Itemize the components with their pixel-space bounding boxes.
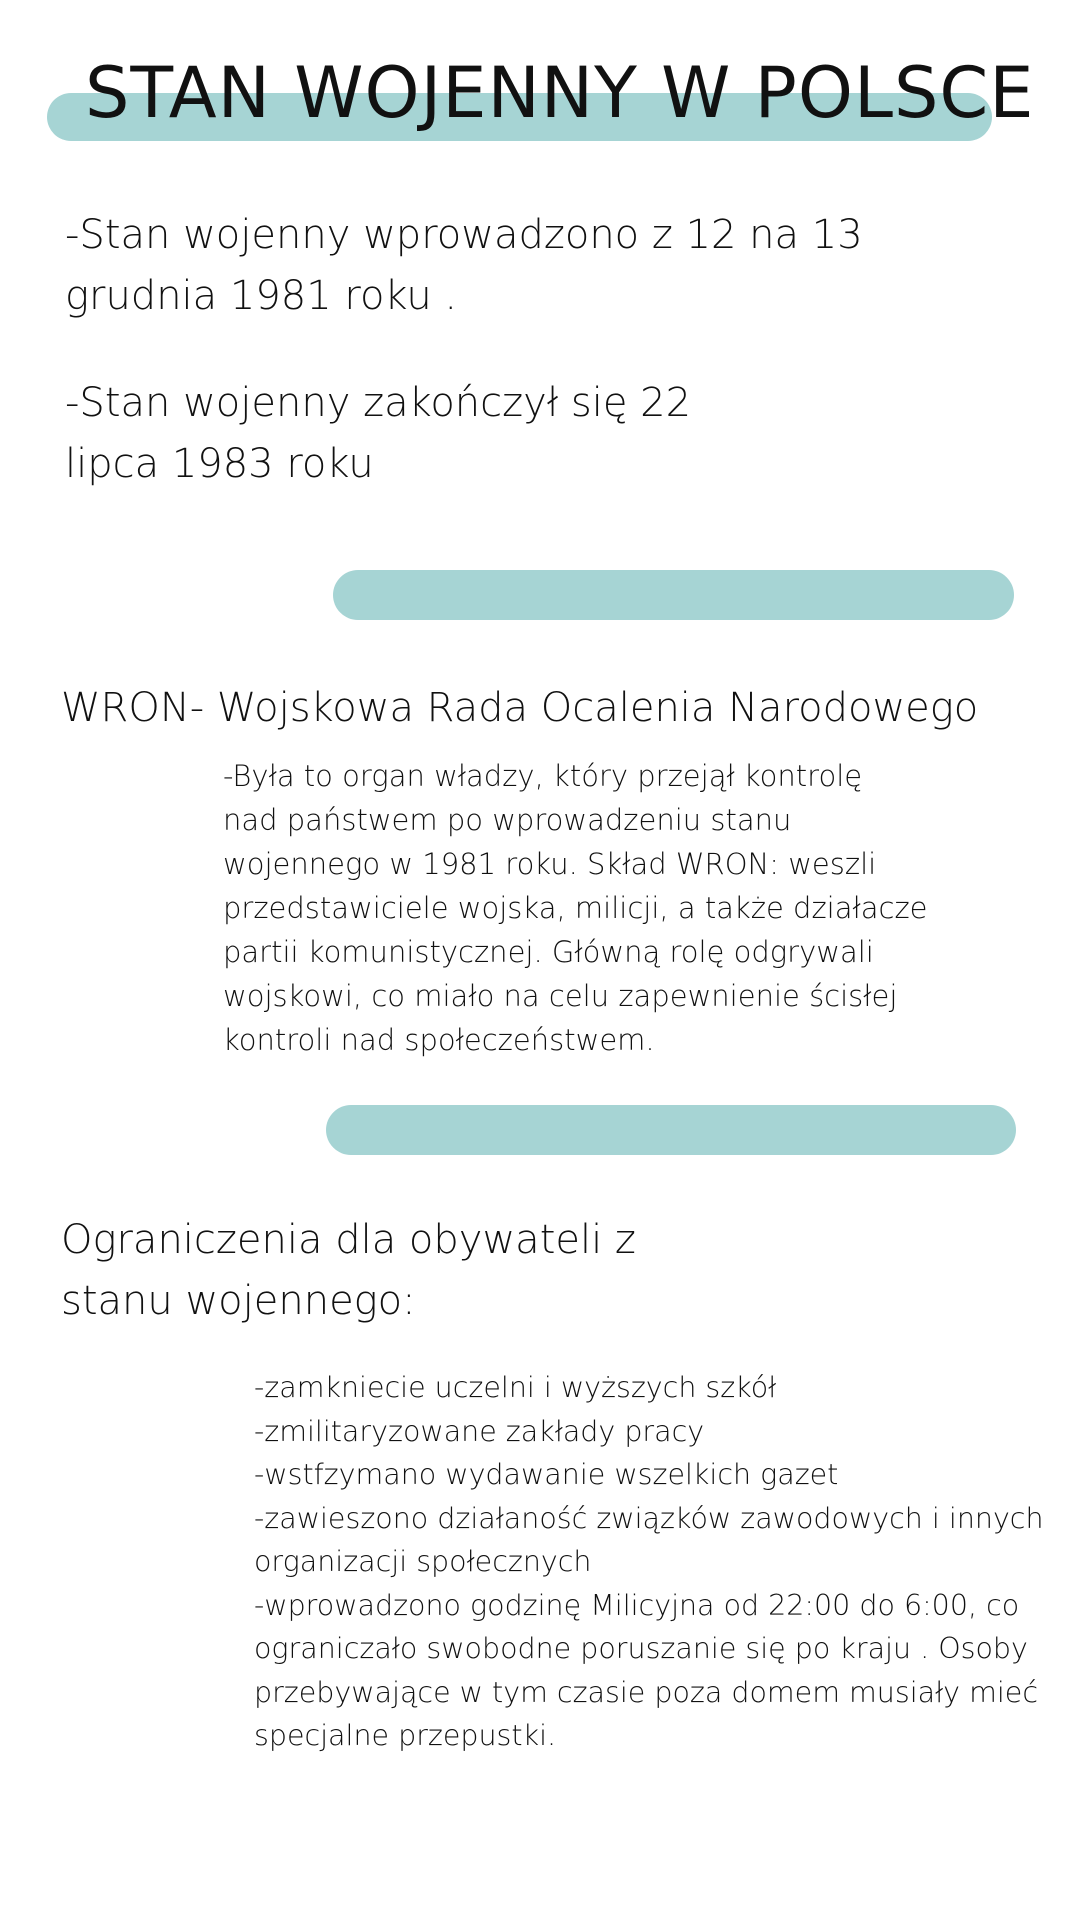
intro-start	[65, 205, 863, 327]
text-line: nad państwem po wprowadzeniu stanu	[223, 803, 792, 837]
text-line: kontroli nad społeczeństwem.	[223, 1023, 655, 1057]
divider-bar	[326, 1105, 1016, 1155]
wron-description	[223, 754, 928, 1062]
text-line: przedstawiciele wojska, milicji, a także działacze	[223, 891, 928, 925]
list-item: specjalne przepustki.	[254, 1719, 557, 1752]
text-line: wojskowi, co miało na celu zapewnienie ścisłej	[223, 979, 898, 1013]
text-line: grudnia 1981 roku .	[65, 273, 458, 319]
text-line: -Stan wojenny wprowadzono z 12 na 13	[65, 212, 863, 258]
intro-end	[65, 373, 691, 495]
divider-bar	[333, 570, 1014, 620]
text-line: -Stan wojenny zakończył się 22	[65, 380, 692, 426]
text-line: Ograniczenia dla obywateli z	[61, 1217, 636, 1263]
text-line: partii komunistycznej. Główną rolę odgrywali	[223, 935, 874, 969]
list-item: -wstfzymano wydawanie wszelkich gazet	[254, 1458, 839, 1491]
page-title: STAN WOJENNY W POLSCE	[85, 52, 1035, 134]
wron-heading: WRON- Wojskowa Rada Ocalenia Narodowego	[61, 685, 979, 731]
text-line: -Była to organ władzy, który przejął kontrolę	[223, 759, 863, 793]
list-item: organizacji społecznych	[254, 1545, 592, 1578]
restrictions-list	[254, 1366, 1044, 1758]
list-item: -zamkniecie uczelni i wyższych szkół	[254, 1371, 777, 1404]
text-line: stanu wojennego:	[61, 1278, 416, 1324]
text-line: wojennego w 1981 roku. Skład WRON: weszli	[223, 847, 877, 881]
list-item: ograniczało swobodne poruszanie się po kraju . Osoby	[254, 1632, 1028, 1665]
list-item: przebywające w tym czasie poza domem musiały mieć	[254, 1675, 1038, 1709]
text-line: lipca 1983 roku	[65, 441, 374, 487]
list-item: -zmilitaryzowane zakłady pracy	[254, 1414, 705, 1448]
list-item: -wprowadzono godzinę Milicyjna od 22:00 do 6:00, co	[254, 1588, 1020, 1622]
restrictions-heading	[61, 1210, 636, 1332]
list-item: -zawieszono działaność związków zawodowych i innych	[254, 1501, 1044, 1535]
